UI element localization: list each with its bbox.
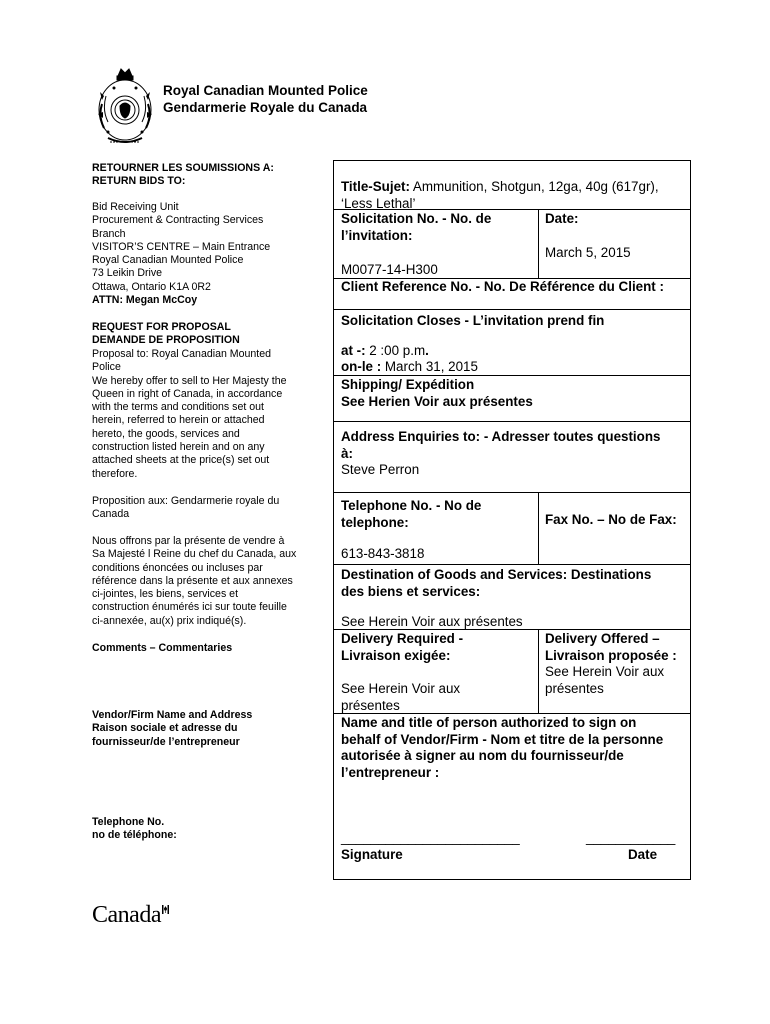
rcmp-crest-icon xyxy=(94,66,156,150)
delivery-offered-field xyxy=(545,631,677,697)
on-value: March 31, 2015 xyxy=(381,359,478,374)
title-value-2: ‘Less Lethal’ xyxy=(341,195,416,211)
shipping-value: See Herien Voir aux présentes xyxy=(341,393,533,409)
delivery-offered-value: See Herein Voir aux xyxy=(545,664,665,679)
attn-line: ATTN: Megan McCoy xyxy=(92,294,198,307)
return-address xyxy=(92,201,322,307)
delivery-required-line: Livraison exigée: xyxy=(341,647,451,663)
at-value: 2 :00 p.m xyxy=(365,343,426,358)
delivery-offered-label-2: Livraison proposée : xyxy=(545,647,677,663)
divider xyxy=(538,629,539,713)
org-name-fr: Gendarmerie Royale du Canada xyxy=(163,100,368,115)
closing-time xyxy=(341,343,429,360)
sign-date-label: Date xyxy=(628,847,658,862)
proposal-line: Proposition aux: Gendarmerie royale du xyxy=(92,495,280,507)
telephone-value: 613-843-3818 xyxy=(341,546,425,561)
title-label: Title-Sujet: xyxy=(341,179,410,194)
closing-date xyxy=(341,359,478,376)
rfp-fr: DEMANDE DE PROPOSITION xyxy=(92,334,240,347)
delivery-offered-label: Delivery Offered – xyxy=(545,631,660,646)
divider xyxy=(334,309,690,310)
maple-flag-icon xyxy=(162,905,169,914)
enquiries-label: Address Enquiries to: - Adresser toutes questions xyxy=(341,429,661,444)
rfp-heading xyxy=(92,321,322,348)
address-line: Procurement & Contracting Services xyxy=(92,214,264,227)
proposal-line: Police xyxy=(92,361,121,374)
destination-label: Destination of Goods and Services: Destinations xyxy=(341,567,652,582)
proposal-line: Proposal to: Royal Canadian Mounted xyxy=(92,348,272,360)
address-line: VISITOR’S CENTRE – Main Entrance xyxy=(92,240,271,253)
proposal-line: We hereby offer to sell to Her Majesty the xyxy=(92,374,287,387)
address-line: Branch xyxy=(92,227,126,240)
client-reference-label: Client Reference No. - No. De Référence du Client : xyxy=(341,279,664,294)
divider xyxy=(538,209,539,278)
proposal-line: Canada xyxy=(92,508,130,521)
vendor-telephone-label xyxy=(92,816,322,843)
divider xyxy=(334,421,690,422)
canada-wordmark-text: Canada xyxy=(92,902,161,928)
vendor-line: fournisseur/de l’entrepreneur xyxy=(92,735,240,748)
authorized-line: Name and title of person authorized to sign on xyxy=(341,715,637,730)
delivery-required-value-line: See Herein Voir aux xyxy=(341,681,461,696)
delivery-required-line: Delivery Required - xyxy=(341,631,464,646)
destination-label-2: des biens et services: xyxy=(341,583,481,599)
signature-line[interactable]: ________________________ xyxy=(341,830,520,845)
solicitation-label-line: Solicitation No. - No. de xyxy=(341,211,492,226)
proposal-line: Queen in right of Canada, in accordance xyxy=(92,387,283,400)
address-line: Bid Receiving Unit xyxy=(92,201,179,213)
fax-label: Fax No. – No de Fax: xyxy=(545,512,677,527)
proposal-line: herein, referred to herein or attached xyxy=(92,414,265,427)
proposal-fr-heading xyxy=(92,495,322,522)
delivery-required-value-line: présentes xyxy=(341,697,400,713)
authorized-line: l’entrepreneur : xyxy=(341,764,440,780)
address-line: Ottawa, Ontario K1A 0R2 xyxy=(92,280,211,293)
solicitation-closes-label: Solicitation Closes - L’invitation prend fin xyxy=(341,313,605,328)
telephone-line: no de téléphone: xyxy=(92,829,177,842)
canada-wordmark xyxy=(92,902,169,929)
authorized-line: autorisée à signer au nom du fournisseur/de xyxy=(341,748,624,763)
on-label: on-le : xyxy=(341,359,382,374)
at-period: . xyxy=(425,343,429,358)
vendor-line: Vendor/Firm Name and Address xyxy=(92,709,253,721)
proposal-line: conditions énoncées ou incluses par xyxy=(92,561,263,574)
shipping-label: Shipping/ Expédition xyxy=(341,377,475,392)
solicitation-no-value: M0077-14-H300 xyxy=(341,262,438,277)
telephone-label xyxy=(341,498,481,531)
shipping-field xyxy=(341,377,533,410)
org-name-en: Royal Canadian Mounted Police xyxy=(163,83,368,98)
date-label: Date: xyxy=(545,211,579,226)
enquiries-field xyxy=(341,429,686,479)
authorized-line: behalf of Vendor/Firm - Nom et titre de la personne xyxy=(341,731,664,747)
rfp-en: REQUEST FOR PROPOSAL xyxy=(92,321,231,333)
destination-field xyxy=(341,567,686,600)
bid-form-table xyxy=(333,160,691,880)
delivery-required-label xyxy=(341,631,463,664)
delivery-required-value xyxy=(341,681,460,714)
delivery-offered-value-2: présentes xyxy=(545,680,604,696)
proposal-line: Nous offrons par la présente de vendre à xyxy=(92,535,285,547)
solicitation-no-label xyxy=(341,211,536,244)
proposal-line: hereto, the goods, services and xyxy=(92,427,240,440)
title-value: Ammunition, Shotgun, 12ga, 40g (617gr), xyxy=(409,179,659,194)
vendor-line: Raison sociale et adresse du xyxy=(92,722,238,735)
return-bids-en: RETURN BIDS TO: xyxy=(92,175,186,188)
vendor-label xyxy=(92,709,322,749)
proposal-line: référence dans la présente et aux annexes xyxy=(92,574,293,587)
date-value: March 5, 2015 xyxy=(545,245,631,260)
solicitation-label-line: l’invitation: xyxy=(341,227,413,243)
title-field xyxy=(341,179,686,212)
telephone-label-line: telephone: xyxy=(341,514,409,530)
destination-value: See Herein Voir aux présentes xyxy=(341,614,523,629)
divider xyxy=(334,564,690,565)
enquiries-label-2: à: xyxy=(341,445,353,461)
proposal-line: construction listed herein and on any xyxy=(92,441,265,454)
return-bids-fr: RETOURNER LES SOUMISSIONS A: xyxy=(92,162,274,174)
comments-label xyxy=(92,642,322,655)
enquiries-value: Steve Perron xyxy=(341,462,420,477)
divider xyxy=(334,492,690,493)
address-line: 73 Leikin Drive xyxy=(92,267,163,280)
divider xyxy=(538,492,539,564)
authorized-signer-label xyxy=(341,715,686,781)
proposal-line: with the terms and conditions set out xyxy=(92,401,264,414)
proposal-line: construction énumérés ici sur toute feuille xyxy=(92,601,287,614)
proposal-fr-text xyxy=(92,535,322,628)
telephone-label-line: Telephone No. - No de xyxy=(341,498,482,513)
return-bids-block xyxy=(92,162,322,189)
at-label: at -: xyxy=(341,343,366,358)
sign-date-line[interactable]: ____________ xyxy=(586,830,676,845)
proposal-line: ci-jointes, les biens, services et xyxy=(92,588,239,601)
proposal-en-text xyxy=(92,348,322,481)
proposal-line: ci-annexée, au(x) prix indiqué(s). xyxy=(92,614,247,627)
proposal-line: therefore. xyxy=(92,467,138,480)
telephone-line: Telephone No. xyxy=(92,816,165,828)
proposal-line: Sa Majesté l Reine du chef du Canada, aux xyxy=(92,548,297,561)
comments-text: Comments – Commentaries xyxy=(92,642,233,654)
proposal-line: attached sheets at the price(s) set out xyxy=(92,454,270,467)
signature-label: Signature xyxy=(341,847,403,862)
address-line: Royal Canadian Mounted Police xyxy=(92,254,244,267)
